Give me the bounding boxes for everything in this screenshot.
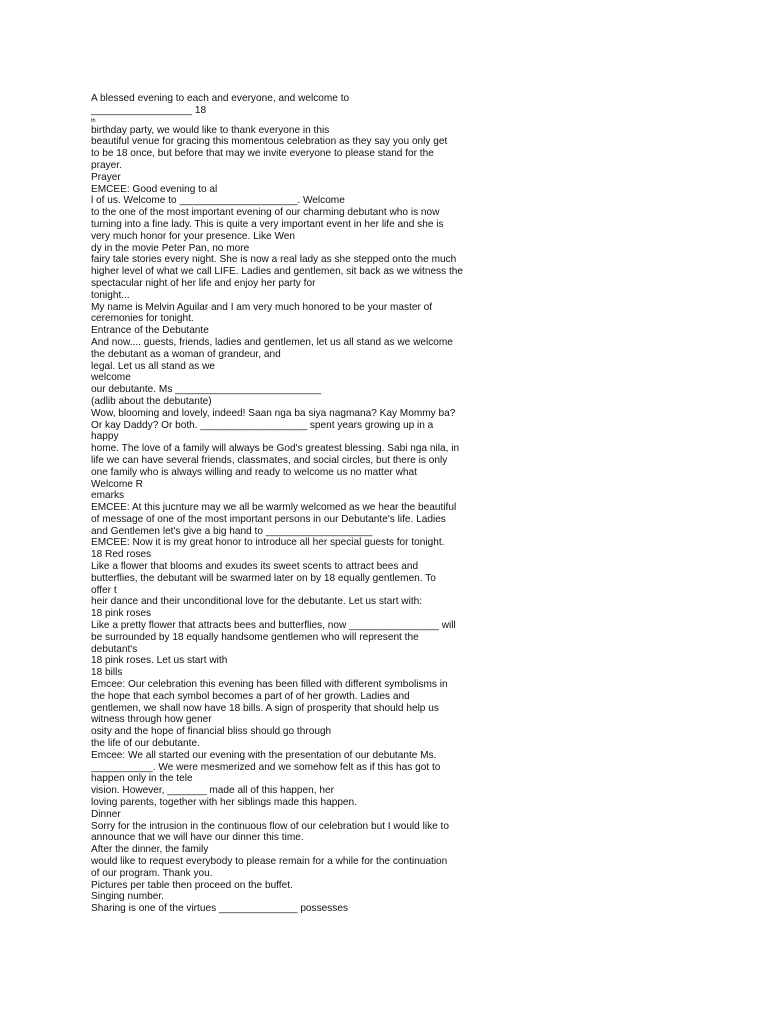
text-line: butterflies, the debutant will be swarmed later on by 18 equally gentlemen. To — [91, 572, 436, 584]
text-line: A blessed evening to each and everyone, and welcome to — [91, 93, 350, 104]
text-line: EMCEE: Now it is my great honor to introduce all her special guests for tonight. — [91, 537, 445, 549]
text-line: higher level of what we call LIFE. Ladies and gentlemen, sit back as we witness the — [91, 266, 463, 278]
text-line: Entrance of the Debutante — [91, 325, 209, 337]
text-line: Dinner — [91, 808, 121, 820]
text-line: loving parents, together with her siblings made this happen. — [91, 797, 357, 809]
text-line: vision. However, _______ made all of this happen, her — [91, 785, 334, 797]
text-line: beautiful venue for gracing this momentous celebration as they say you only get — [91, 136, 448, 148]
text-line: heir dance and their unconditional love for the debutante. Let us start with: — [91, 596, 423, 608]
text-line: emarks — [91, 490, 125, 502]
text-line: to be 18 once, but before that may we invite everyone to please stand for the — [91, 148, 434, 160]
text-line: Emcee: We all started our evening with the presentation of our debutante Ms. — [91, 749, 437, 761]
text-line: __________________ 18 — [91, 104, 207, 116]
text-line: happy — [91, 431, 119, 443]
text-line: to the one of the most important evening of our charming debutant who is now — [91, 207, 440, 219]
document-body — [91, 93, 471, 915]
text-line: l of us. Welcome to _____________________. Welcome — [91, 195, 345, 207]
text-line: Sorry for the intrusion in the continuous flow of our celebration but I would like to — [91, 820, 449, 832]
text-line: Wow, blooming and lovely, indeed! Saan nga ba siya nagmana? Kay Mommy ba? — [91, 407, 456, 419]
text-line: Pictures per table then proceed on the buffet. — [91, 879, 293, 891]
text-line: one family who is always willing and ready to welcome us no matter what — [91, 466, 417, 478]
text-line: After the dinner, the family — [91, 844, 209, 856]
text-line: ceremonies for tonight. — [91, 313, 194, 325]
text-line: gentlemen, we shall now have 18 bills. A sign of prosperity that should help us — [91, 702, 439, 714]
text-line: 18 pink roses. Let us start with — [91, 655, 228, 667]
text-line: of our program. Thank you. — [91, 867, 213, 879]
text-line: Welcome R — [91, 478, 143, 490]
text-line: happen only in the tele — [91, 773, 193, 785]
text-line: birthday party, we would like to thank everyone in this — [91, 124, 330, 136]
text-line: prayer. — [91, 159, 122, 171]
text-line: legal. Let us all stand as we — [91, 360, 216, 372]
text-line: of message of one of the most important persons in our Debutante's life. Ladies — [91, 513, 446, 525]
text-line: My name is Melvin Aguilar and I am very much honored to be your master of — [91, 301, 433, 313]
text-line: Like a flower that blooms and exudes its sweet scents to attract bees and — [91, 561, 419, 573]
text-line: Sharing is one of the virtues ______________ possesses — [91, 903, 349, 915]
text-line: our debutante. Ms __________________________ — [91, 384, 322, 396]
text-line: the life of our debutante. — [91, 738, 200, 750]
text-line: tonight... — [91, 289, 130, 301]
text-line: home. The love of a family will always be God's greatest blessing. Sabi nga nila, in — [91, 443, 460, 455]
text-line: and Gentlemen let's give a big hand to ___________________ — [91, 525, 373, 537]
text-line: Like a pretty flower that attracts bees and butterflies, now ________________ will — [91, 620, 456, 632]
text-line: fairy tale stories every night. She is now a real lady as she stepped onto the much — [91, 254, 457, 266]
text-line: spectacular night of her life and enjoy her party for — [91, 277, 316, 289]
text-line: Singing number. — [91, 891, 164, 903]
text-line: the hope that each symbol becomes a part of of her growth. Ladies and — [91, 690, 410, 702]
text-line: dy in the movie Peter Pan, no more — [91, 242, 250, 254]
text-line: be surrounded by 18 equally handsome gentlemen who will represent the — [91, 631, 419, 643]
text-line: Prayer — [91, 171, 121, 183]
text-line: ___________. We were mesmerized and we somehow felt as if this has got to — [91, 761, 441, 773]
text-line: Or kay Daddy? Or both. ___________________ spent years growing up in a — [91, 419, 434, 431]
text-line: turning into a fine lady. This is quite a very important event in her life and she is — [91, 218, 444, 230]
text-line: 18 pink roses — [91, 608, 152, 620]
text-line: Emcee: Our celebration this evening has been filled with different symbolisms in — [91, 679, 448, 691]
text-line: offer t — [91, 584, 117, 596]
text-line: the debutant as a woman of grandeur, and — [91, 348, 281, 360]
text-line: would like to request everybody to please remain for a while for the continuation — [91, 856, 448, 867]
text-line: th — [91, 117, 96, 124]
text-line: life we can have several friends, classmates, and social circles, but there is only — [91, 454, 448, 466]
text-line: witness through how gener — [91, 714, 212, 726]
text-line: osity and the hope of financial bliss should go through — [91, 726, 332, 738]
text-line: welcome — [91, 372, 131, 384]
text-line: (adlib about the debutante) — [91, 395, 212, 407]
text-line: EMCEE: At this jucnture may we all be warmly welcomed as we hear the beautiful — [91, 502, 457, 514]
text-line: very much honor for your presence. Like Wen — [91, 230, 296, 242]
text-line: announce that we will have our dinner this time. — [91, 832, 304, 844]
text-line: debutant's — [91, 643, 138, 655]
text-line: And now.... guests, friends, ladies and gentlemen, let us all stand as we welcome — [91, 336, 453, 348]
text-line: 18 Red roses — [91, 549, 152, 561]
text-line: 18 bills — [91, 667, 123, 679]
text-line: EMCEE: Good evening to al — [91, 183, 218, 195]
